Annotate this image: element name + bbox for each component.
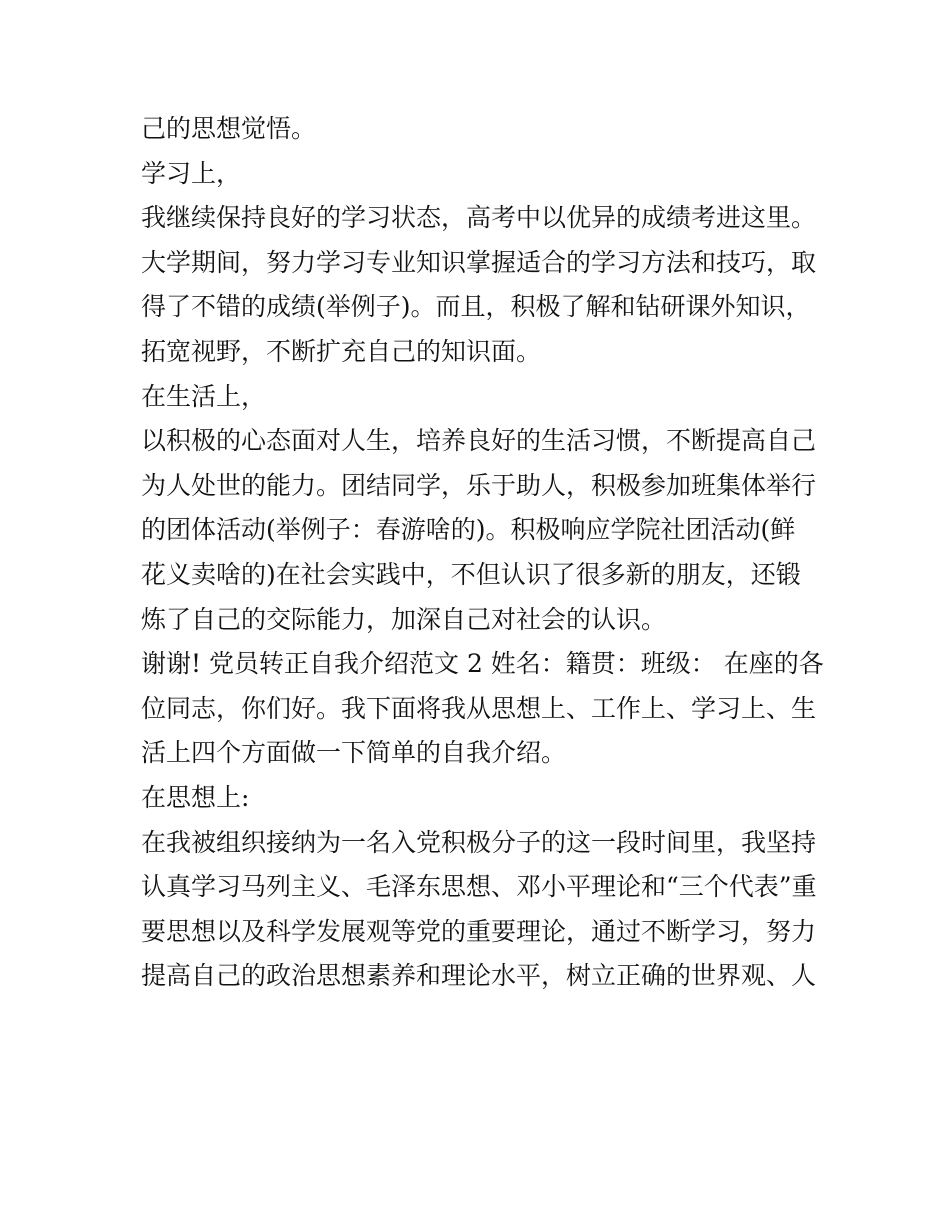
paragraph-line: 的团体活动(举例子：春游啥的)。积极响应学院社团活动(鲜 [141, 515, 796, 545]
paragraph-line: 为人处世的能力。团结同学，乐于助人，积极参加班集体举行 [141, 470, 817, 500]
paragraph-line: 炼了自己的交际能力，加深自己对社会的认识。 [141, 604, 667, 634]
paragraph-line: 要思想以及科学发展观等党的重要理论，通过不断学习，努力 [141, 916, 817, 946]
section-heading: 在思想上: [141, 782, 250, 812]
paragraph-line: 在我被组织接纳为一名入党积极分子的这一段时间里，我坚持 [141, 827, 817, 857]
paragraph-line: 认真学习马列主义、毛泽东思想、邓小平理论和“三个代表”重 [141, 872, 817, 902]
paragraph-line: 位同志，你们好。我下面将我从思想上、工作上、学习上、生 [141, 693, 817, 723]
section-heading: 学习上， [141, 158, 242, 188]
paragraph-line: 活上四个方面做一下简单的自我介绍。 [141, 738, 567, 768]
paragraph-line: 提高自己的政治思想素养和理论水平，树立正确的世界观、人 [141, 961, 817, 991]
paragraph-line: 以积极的心态面对人生，培养良好的生活习惯，不断提高自己 [141, 426, 817, 456]
paragraph-line: 拓宽视野，不断扩充自己的知识面。 [141, 336, 542, 366]
paragraph-line: 花义卖啥的)在社会实践中，不但认识了很多新的朋友，还锻 [141, 559, 801, 589]
paragraph-line: 我继续保持良好的学习状态，高考中以优异的成绩考进这里。 [141, 203, 817, 233]
paragraph-line: 谢谢! 党员转正自我介绍范文 2 姓名：籍贯：班级： 在座的各 [141, 649, 824, 679]
paragraph-line: 得了不错的成绩(举例子)。而且，积极了解和钻研课外知识， [141, 292, 811, 322]
section-heading: 在生活上， [141, 381, 267, 411]
document-body [141, 107, 824, 999]
paragraph-line: 己的思想觉悟。 [141, 114, 317, 143]
paragraph-line: 大学期间，努力学习专业知识掌握适合的学习方法和技巧，取 [141, 247, 817, 277]
